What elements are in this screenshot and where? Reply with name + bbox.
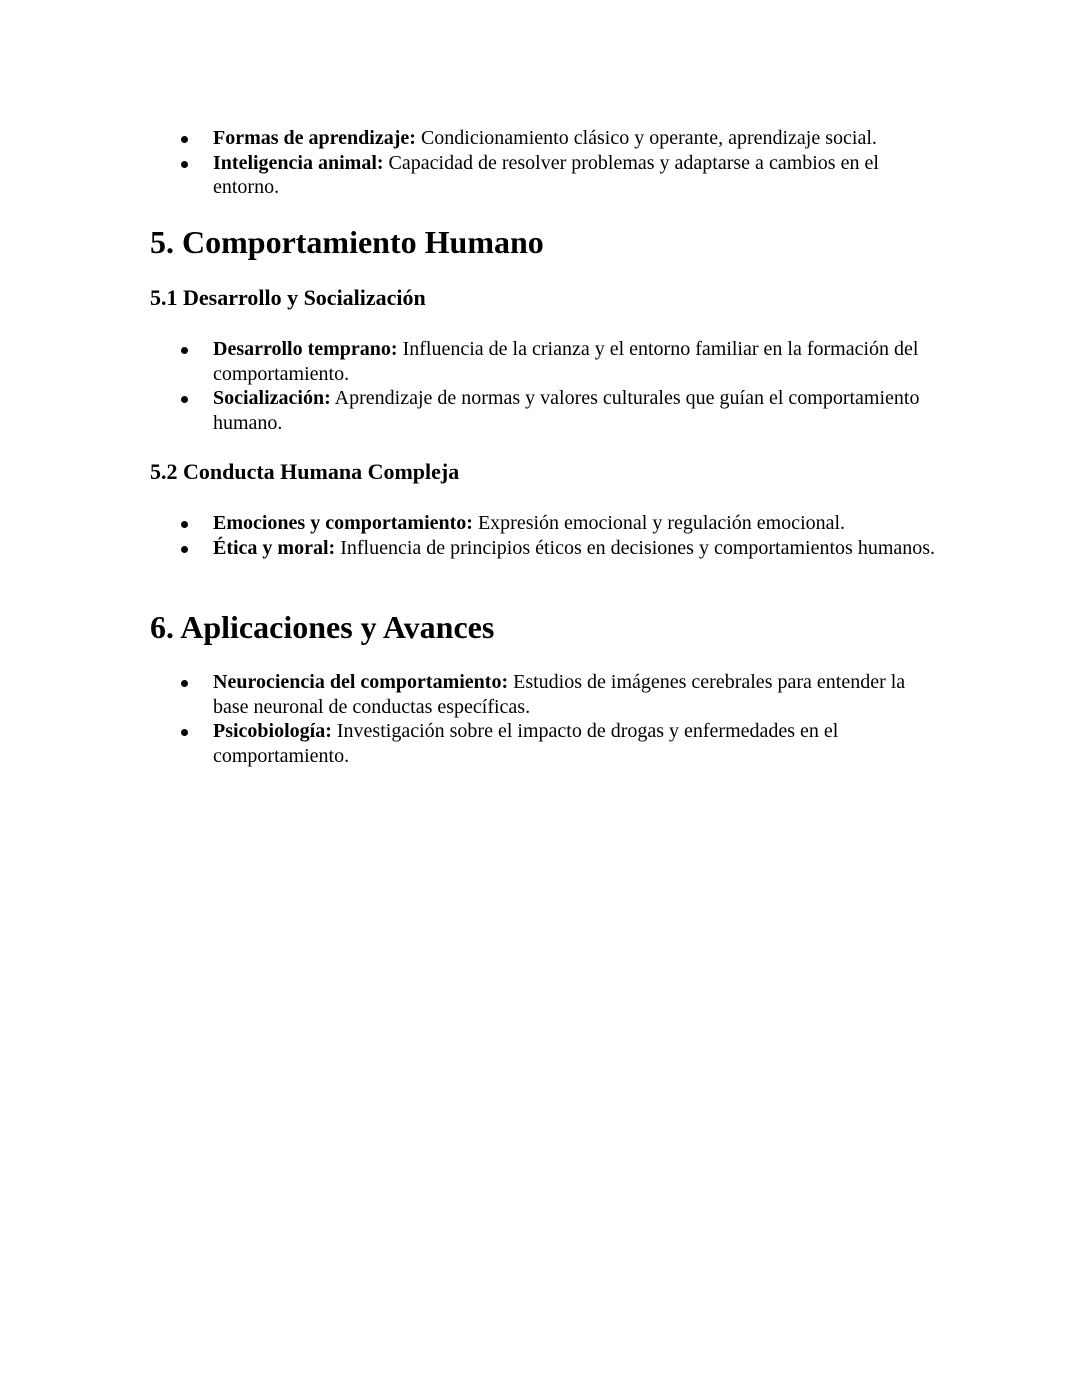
bullet-icon xyxy=(181,729,188,736)
list-item xyxy=(0,386,1080,435)
list-item-term: Ética y moral: xyxy=(213,536,336,559)
section-5-2-list xyxy=(0,511,1080,560)
section-6-heading: 6. Aplicaciones y Avances xyxy=(150,609,495,645)
list-item-text: Aprendizaje de normas y valores culturales que guían el comportamiento humano. xyxy=(213,387,920,434)
list-item xyxy=(0,536,1080,561)
bullet-icon xyxy=(181,680,188,687)
list-item-text: Condicionamiento clásico y operante, aprendizaje social. xyxy=(415,127,877,149)
list-item-text: Influencia de principios éticos en decisiones y comportamientos humanos. xyxy=(335,536,936,559)
intro-bullet-list xyxy=(0,126,1080,200)
list-item-term: Inteligencia animal: xyxy=(213,151,384,174)
section-5-2-heading: 5.2 Conducta Humana Compleja xyxy=(150,459,460,484)
section-5-1-list xyxy=(0,337,1080,435)
list-item-term: Neurociencia del comportamiento: xyxy=(213,671,509,693)
bullet-icon xyxy=(181,161,188,168)
list-item-text: Investigación sobre el impacto de drogas y enfermedades en el comportamiento. xyxy=(213,720,839,767)
list-item xyxy=(0,670,1080,719)
bullet-icon xyxy=(181,396,188,403)
list-item-text: Capacidad de resolver problemas y adaptarse a cambios en el entorno. xyxy=(213,151,879,198)
bullet-icon xyxy=(181,521,188,528)
list-item xyxy=(0,126,1080,151)
list-item-text: Influencia de la crianza y el entorno familiar en la formación del comportamiento. xyxy=(213,338,919,385)
list-item xyxy=(0,337,1080,386)
list-item xyxy=(0,511,1080,536)
bullet-icon xyxy=(181,136,188,143)
section-6-list xyxy=(0,670,1080,768)
list-item-term: Socialización: xyxy=(213,387,331,409)
list-item-term: Desarrollo temprano: xyxy=(213,338,398,360)
list-item-term: Emociones y comportamiento: xyxy=(213,512,473,534)
bullet-icon xyxy=(181,347,188,354)
list-item-text: Expresión emocional y regulación emocional. xyxy=(472,512,846,534)
list-item-text: Estudios de imágenes cerebrales para entender la base neuronal de conductas específicas. xyxy=(213,671,906,718)
list-item-term: Psicobiología: xyxy=(213,720,332,742)
bullet-icon xyxy=(181,546,188,553)
list-item xyxy=(0,151,1080,200)
section-5-1-heading: 5.1 Desarrollo y Socialización xyxy=(150,285,426,310)
list-item-term: Formas de aprendizaje: xyxy=(213,127,416,149)
section-5-heading: 5. Comportamiento Humano xyxy=(150,224,544,260)
list-item xyxy=(0,719,1080,768)
